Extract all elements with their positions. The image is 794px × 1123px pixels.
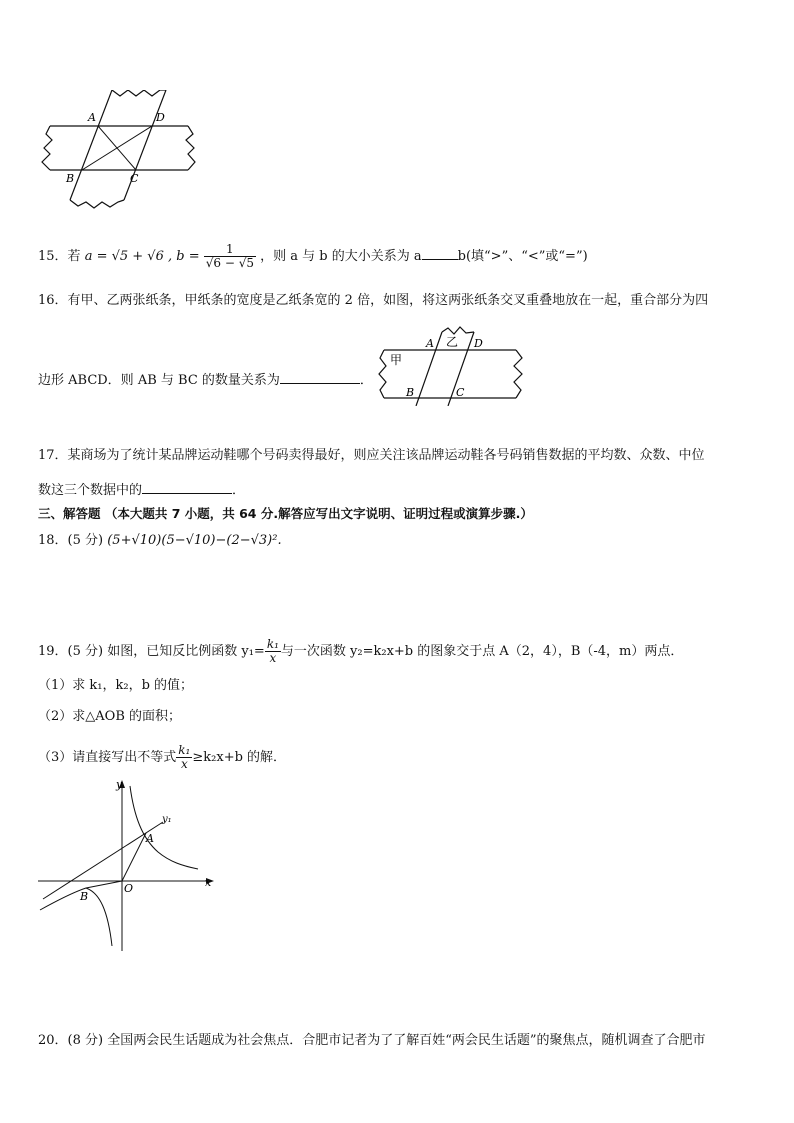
q17-text: 数这三个数据中的 xyxy=(38,483,143,498)
question-20-line1: 20．(8 分) 全国两会民生话题成为社会焦点．合肥市记者为了了解百姓“两会民生话题”的聚焦点，随机调查了合肥市 xyxy=(38,1033,706,1048)
question-16-line1: 16．有甲、乙两张纸条，甲纸条的宽度是乙纸条宽的 2 倍，如图，将这两张纸条交叉重叠地放在一起，重合部分为四 xyxy=(38,293,709,308)
q19-p3-frac-den: x xyxy=(180,757,188,771)
label-C: C xyxy=(130,172,139,185)
label-x: x xyxy=(205,876,212,889)
q19-text-a: 19．(5 分) 如图，已知反比例函数 y₁= xyxy=(38,644,265,659)
q15-tail1: ，则 a 与 b 的大小关系为 a xyxy=(260,249,422,264)
question-18 xyxy=(38,532,282,550)
q19-p3-frac-num: k₁ xyxy=(178,743,191,757)
figure-q16-strips xyxy=(376,326,526,406)
q17-period: ． xyxy=(232,483,246,498)
label-A: A xyxy=(88,111,96,124)
question-15 xyxy=(38,243,588,270)
q19-fraction xyxy=(265,638,281,665)
q15-frac-den: √6 − √5 xyxy=(205,256,254,270)
q18-expr: (5+√10)(5−√10)−(2−√3)². xyxy=(107,533,282,548)
label-B: B xyxy=(66,172,75,185)
q19-frac-den: x xyxy=(269,651,277,665)
q15-expr: a = √5 + √6 , b = xyxy=(84,249,200,264)
q19-text-b: 与一次函数 y₂=k₂x+b 的图象交于点 A（2，4），B（-4，m）两点． xyxy=(280,644,684,659)
section-3-heading: 三、解答题 （本大题共 7 小题，共 64 分.解答应写出文字说明、证明过程或演算步骤.） xyxy=(38,506,533,521)
label-yi: 乙 xyxy=(446,335,459,349)
q16-answer-blank[interactable] xyxy=(280,369,360,384)
q15-frac-num: 1 xyxy=(204,243,256,257)
q18-number: 18．(5 分) xyxy=(38,533,104,548)
q15-fraction xyxy=(204,243,256,270)
label-B: B xyxy=(406,386,415,399)
q17-answer-blank[interactable] xyxy=(142,479,232,494)
question-19 xyxy=(38,638,683,665)
label-D: D xyxy=(156,111,165,124)
label-jia: 甲 xyxy=(390,353,403,367)
q19-part1: （1）求 k₁，k₂，b 的值； xyxy=(38,678,194,693)
label-y: y xyxy=(116,778,123,791)
label-A: A xyxy=(426,337,434,350)
figure-q19-graph xyxy=(38,776,216,954)
q19-frac-num: k₁ xyxy=(266,637,279,651)
label-A: A xyxy=(146,832,154,845)
q15-number: 15．若 xyxy=(38,249,81,264)
q15-tail2: b(填“>”、“<”或“=”) xyxy=(457,249,588,264)
q15-answer-blank[interactable] xyxy=(422,245,458,260)
q19-part2: （2）求△AOB 的面积； xyxy=(38,709,182,724)
q19-p3-fraction xyxy=(176,744,192,771)
question-16-line2 xyxy=(38,369,373,390)
label-O: O xyxy=(124,882,134,895)
label-B: B xyxy=(80,890,89,903)
question-17-line1: 17．某商场为了统计某品牌运动鞋哪个号码卖得最好，则应关注该品牌运动鞋各号码销售数据的平均数、众数、中位 xyxy=(38,448,705,463)
q16-text: 边形 ABCD．则 AB 与 BC 的数量关系为 xyxy=(38,373,280,388)
q19-p3-text-a: （3）请直接写出不等式 xyxy=(38,750,177,765)
q19-p3-text-b: ≥k₂x+b 的解． xyxy=(192,750,287,765)
q16-period: ． xyxy=(359,373,373,388)
label-y1: y₁ xyxy=(162,814,172,825)
q19-part3 xyxy=(38,744,286,771)
label-C: C xyxy=(456,386,465,399)
figure-q14-strips xyxy=(38,90,208,215)
question-17-line2 xyxy=(38,479,245,500)
label-D: D xyxy=(474,337,483,350)
